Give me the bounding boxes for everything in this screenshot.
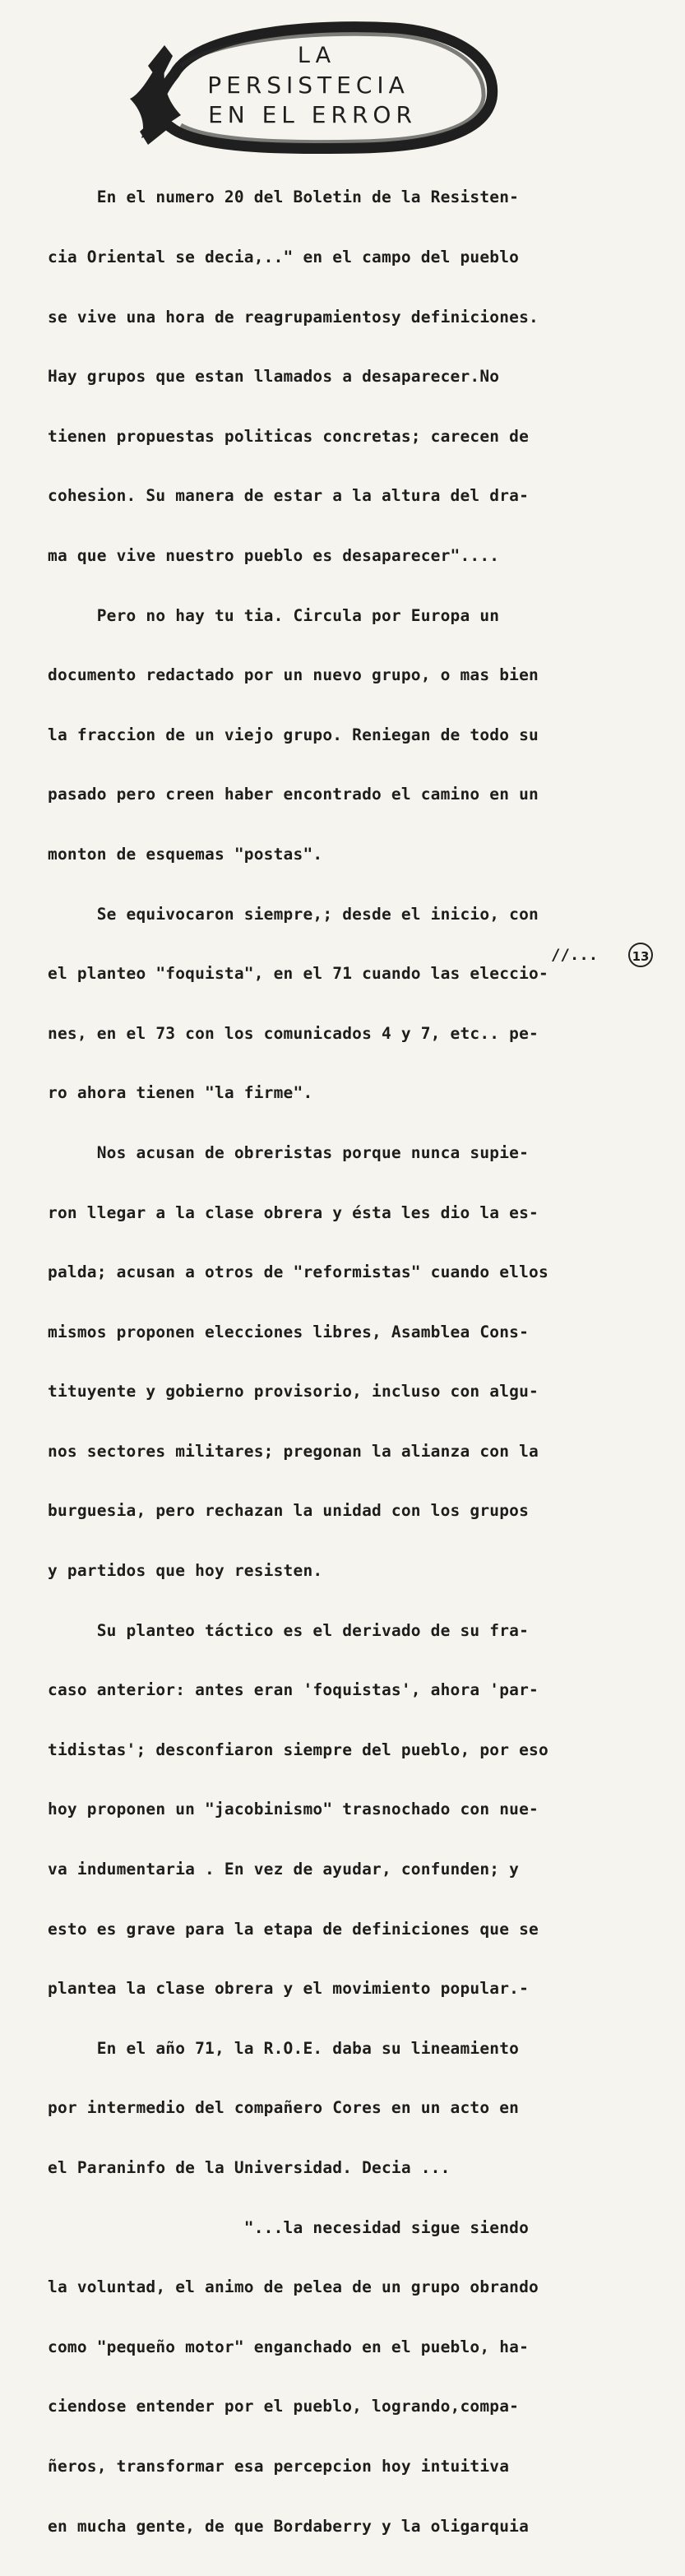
text-line: esto es grave para la etapa de definiciones que se — [48, 1919, 539, 1939]
title-line-1: LA — [297, 43, 336, 68]
text-line: tituyente y gobierno provisorio, incluso con algu- — [48, 1382, 539, 1402]
page-number-badge: 13 — [628, 943, 653, 967]
text-line: plantea la clase obrera y el movimiento popular.- — [48, 1979, 530, 1999]
text-line: se vive una hora de reagrupamientosy definiciones. — [48, 307, 539, 327]
text-line: ron llegar a la clase obrera y ésta les dio la es- — [48, 1202, 539, 1222]
text-line: y partidos que hoy resisten. — [48, 1561, 323, 1581]
text-line: como "pequeño motor" enganchado en el pueblo, ha- — [48, 2337, 530, 2356]
text-line: En el numero 20 del Boletin de la Resisten- — [48, 188, 520, 207]
text-line: "...la necesidad sigue siendo — [48, 2217, 530, 2237]
continuation-mark: //... — [551, 946, 599, 964]
text-line: pasado pero creen haber encontrado el camino en un — [48, 785, 539, 804]
text-line: documento redactado por un nuevo grupo, o mas bien — [48, 665, 539, 685]
text-line: hoy proponen un "jacobinismo" trasnochado con nue- — [48, 1800, 539, 1819]
text-line: nos sectores militares; pregonan la alianza con la — [48, 1441, 539, 1461]
text-line: por intermedio del compañero Cores en un acto en — [48, 2098, 520, 2118]
text-line: tidistas'; desconfiaron siempre del pueblo, por eso — [48, 1740, 548, 1759]
title-line-2: PERSISTECIA — [207, 72, 410, 99]
text-line: En el año 71, la R.O.E. daba su lineamiento — [48, 2038, 520, 2058]
text-line: tienen propuestas politicas concretas; carecen de — [48, 426, 530, 446]
text-line: la fraccion de un viejo grupo. Reniegan de todo su — [48, 725, 539, 744]
body-text — [48, 148, 664, 2576]
text-line: en mucha gente, de que Bordaberry y la oligarquia — [48, 2516, 530, 2536]
text-line: nes, en el 73 con los comunicados 4 y 7, etc.. pe- — [48, 1023, 539, 1043]
text-line: caso anterior: antes eran 'foquistas', ahora 'par- — [48, 1680, 539, 1700]
text-line: ciendose entender por el pueblo, logrando,compa- — [48, 2397, 520, 2416]
text-line: la voluntad, el animo de pelea de un grupo obrando — [48, 2277, 539, 2297]
text-line: cohesion. Su manera de estar a la altura del dra- — [48, 486, 530, 506]
text-line: Su planteo táctico es el derivado de su fra- — [48, 1620, 530, 1640]
text-line: palda; acusan a otros de "reformistas" cuando ellos — [48, 1263, 548, 1282]
text-line: Pero no hay tu tia. Circula por Europa un — [48, 605, 500, 625]
text-line: Hay grupos que estan llamados a desaparecer.No — [48, 367, 500, 387]
text-line: Se equivocaron siempre,; desde el inicio, con — [48, 904, 539, 924]
text-line: Nos acusan de obreristas porque nunca supie- — [48, 1142, 530, 1162]
text-line: cia Oriental se decia,.." en el campo del pueblo — [48, 248, 520, 266]
text-line: ma que vive nuestro pueblo es desaparecer".... — [48, 545, 500, 565]
text-line: ñeros, transformar esa percepcion hoy intuitiva — [48, 2456, 510, 2476]
text-line: el planteo "foquista", en el 71 cuando las eleccio- — [48, 964, 548, 984]
title-line-3: EN EL ERROR — [208, 101, 417, 128]
text-line: ro ahora tienen "la firme". — [48, 1083, 313, 1103]
text-line: va indumentaria . En vez de ayudar, confunden; y — [48, 1860, 520, 1879]
text-line: el Paraninfo de la Universidad. Decia ... — [48, 2158, 451, 2177]
text-line: burguesia, pero rechazan la unidad con los grupos — [48, 1501, 530, 1521]
text-line: mismos proponen elecciones libres, Asamblea Cons- — [48, 1322, 530, 1341]
text-line: monton de esquemas "postas". — [48, 844, 323, 864]
